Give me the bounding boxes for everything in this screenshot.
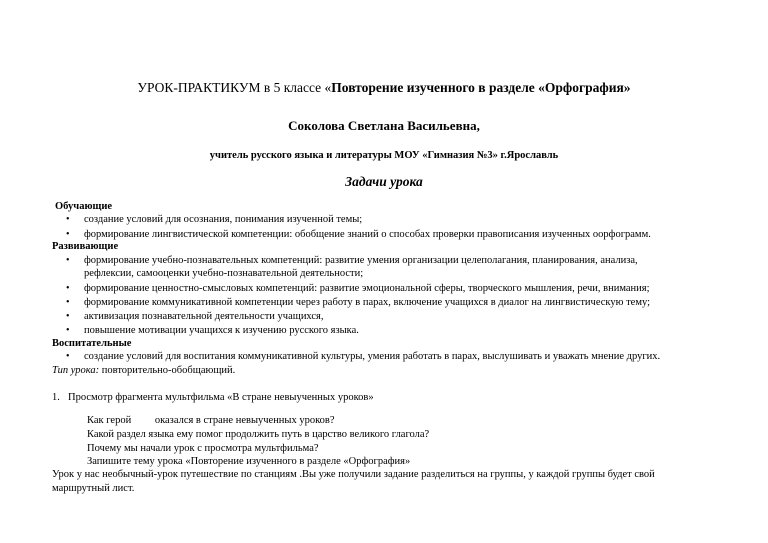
lesson-title-topic: Повторение изученного в разделе «Орфография» bbox=[331, 80, 631, 95]
lesson-type bbox=[52, 365, 235, 376]
lesson-title bbox=[0, 80, 768, 96]
section-heading-educational: Воспитательные bbox=[52, 338, 132, 349]
closing-line-2: маршрутный лист. bbox=[52, 483, 135, 494]
bullet-icon: • bbox=[66, 214, 70, 225]
bullet-icon: • bbox=[66, 283, 70, 294]
bullet-icon: • bbox=[66, 351, 70, 362]
developing-item-1: формирование учебно-познавательных компетенций: развитие умения организации целеполагания, планирования, анализа, bbox=[84, 255, 638, 266]
step-text: Просмотр фрагмента мультфильма «В стране невыученных уроков» bbox=[68, 392, 374, 403]
question-2: Какой раздел языка ему помог продолжить путь в царство великого глагола? bbox=[87, 429, 430, 440]
developing-item-5: повышение мотивации учащихся к изучению русского языка. bbox=[84, 325, 359, 336]
author-position: учитель русского языка и литературы МОУ «Гимназия №3» г.Ярославль bbox=[209, 150, 559, 161]
lesson-type-label: Тип урока: bbox=[52, 365, 100, 376]
educational-item-1: создание условий для воспитания коммуникативной культуры, умения работать в парах, выслушивать и уважать мнение других. bbox=[84, 351, 661, 362]
closing-line-1: Урок у нас необычный-урок путешествие по станциям .Вы уже получили задание разделиться на группы, у каждой группы будет свой bbox=[52, 469, 655, 480]
question-1: Как герой оказался в стране невыученных уроков? bbox=[87, 415, 335, 426]
developing-item-1-cont: рефлексии, самооценки учебно-познавательной деятельности; bbox=[84, 268, 364, 279]
lesson-title-prefix: УРОК-ПРАКТИКУМ в 5 классе « bbox=[137, 80, 332, 95]
bullet-icon: • bbox=[66, 297, 70, 308]
learning-item-2: формирование лингвистической компетенции: обобщение знаний о способах проверки правописания изученных оорфограмм. bbox=[84, 229, 651, 240]
bullet-icon: • bbox=[66, 229, 70, 240]
developing-item-3: формирование коммуникативной компетенции через работу в парах, включение учащихся в диалог на лингвистическую тему; bbox=[84, 297, 651, 308]
bullet-icon: • bbox=[66, 311, 70, 322]
bullet-icon: • bbox=[66, 255, 70, 266]
learning-item-1: создание условий для осознания, понимания изученной темы; bbox=[84, 214, 363, 225]
bullet-icon: • bbox=[66, 325, 70, 336]
author-name: Соколова Светлана Васильевна, bbox=[288, 118, 480, 133]
developing-item-2: формирование ценностно-смысловых компетенций: развитие эмоциональной сферы, творческого мышления, речи, внимания; bbox=[84, 283, 650, 294]
question-3: Почему мы начали урок с просмотра мультфильма? bbox=[87, 443, 319, 454]
section-heading-developing: Развивающие bbox=[52, 241, 119, 252]
step-number: 1. bbox=[52, 392, 60, 403]
developing-item-4: активизация познавательной деятельности учащихся, bbox=[84, 311, 324, 322]
section-heading-learning: Обучающие bbox=[55, 201, 113, 212]
tasks-heading: Задачи урока bbox=[345, 174, 423, 189]
lesson-type-value: повторительно-обобщающий. bbox=[99, 365, 236, 376]
question-4: Запишите тему урока «Повторение изученного в разделе «Орфография» bbox=[87, 456, 411, 467]
